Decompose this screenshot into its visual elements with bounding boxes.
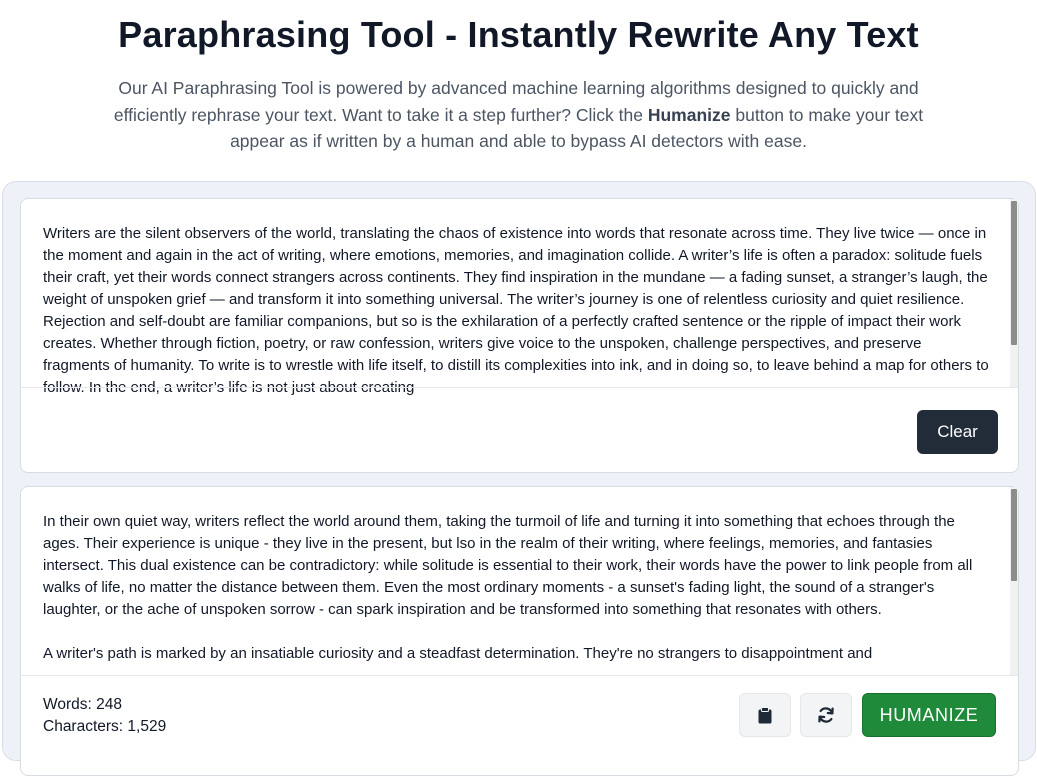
input-panel — [20, 198, 1019, 473]
clear-button[interactable]: Clear — [917, 410, 998, 454]
output-textarea[interactable] — [21, 487, 1020, 675]
character-count: Characters: 1,529 — [43, 718, 167, 735]
output-panel — [20, 486, 1019, 776]
text-stats — [43, 694, 166, 738]
input-text: Writers are the silent observers of the world, translating the chaos of existence into words that resonate across time. They live twice — once in the moment and again in the act of writing, where emotions, memories, and imagination collide. A writer’s life is often a paradox: solitude fuels their craft, yet their words connect strangers across continents. They find inspiration in the mundane — a fading sunset, a stranger’s laugh, the weight of unspoken grief — and transform it into something universal. The writer’s journey is one of relentless curiosity and quiet resilience. Rejection and self-doubt are familiar companions, but so is the exhilaration of a perfectly crafted sentence or the ripple of impact their work creates. Whether through fiction, poetry, or raw confession, writers give voice to the unspoken, challenge perspectives, and preserve fragments of humanity. To write is to wrestle with life itself, to distill its complexities into ink, and in doing so, to leave behind a map for others to follow. In the end, a writer’s life is not just about creating — [43, 225, 989, 396]
page-title: Paraphrasing Tool - Instantly Rewrite Any Text — [118, 14, 919, 55]
subtitle-text-end: button to make your text appear as if written by a human and able to bypass AI detectors with ease. — [230, 104, 924, 151]
output-scrollbar-thumb[interactable] — [1011, 489, 1017, 581]
subtitle-humanize-emphasis: Humanize — [647, 104, 731, 125]
copy-button[interactable] — [739, 693, 791, 737]
clipboard-icon — [758, 707, 772, 724]
subtitle-text-start: Our AI Paraphrasing Tool is powered by advanced machine learning algorithms designed to quickly and efficiently rephrase your text. Want to take it a step further? Click the — [113, 78, 919, 125]
input-scrollbar-thumb[interactable] — [1011, 201, 1017, 345]
humanize-button[interactable]: HUMANIZE — [862, 693, 996, 737]
output-footer — [21, 675, 1020, 775]
input-scrollbar[interactable] — [1010, 199, 1018, 387]
output-scrollbar[interactable] — [1010, 487, 1018, 675]
output-paragraph: A writer's path is marked by an insatiable curiosity and a steadfast determination. They're no strangers to disappointment and — [43, 645, 873, 662]
input-footer — [21, 387, 1020, 487]
input-textarea[interactable] — [21, 199, 1020, 396]
paraphrase-workspace — [2, 181, 1036, 761]
output-paragraph: In their own quiet way, writers reflect the world around them, taking the turmoil of life and turning it into something that echoes through the ages. Their experience is unique - they live in the present, but lso in the realm of their writing, where feelings, memories, and fantasies intersect. This dual existence can be contradictory: while solitude is essential to their work, their words have the power to link people from all walks of life, no matter the distance between them. Even the most ordinary moments - a sunset's fading light, the sound of a stranger's laughter, or the ache of unspoken sorrow - can spark inspiration and be transformed into something that resonates with others. — [43, 513, 973, 618]
refresh-button[interactable] — [800, 693, 852, 737]
refresh-icon — [817, 706, 835, 724]
word-count: Words: 248 — [43, 696, 122, 713]
page-subtitle — [100, 75, 937, 155]
